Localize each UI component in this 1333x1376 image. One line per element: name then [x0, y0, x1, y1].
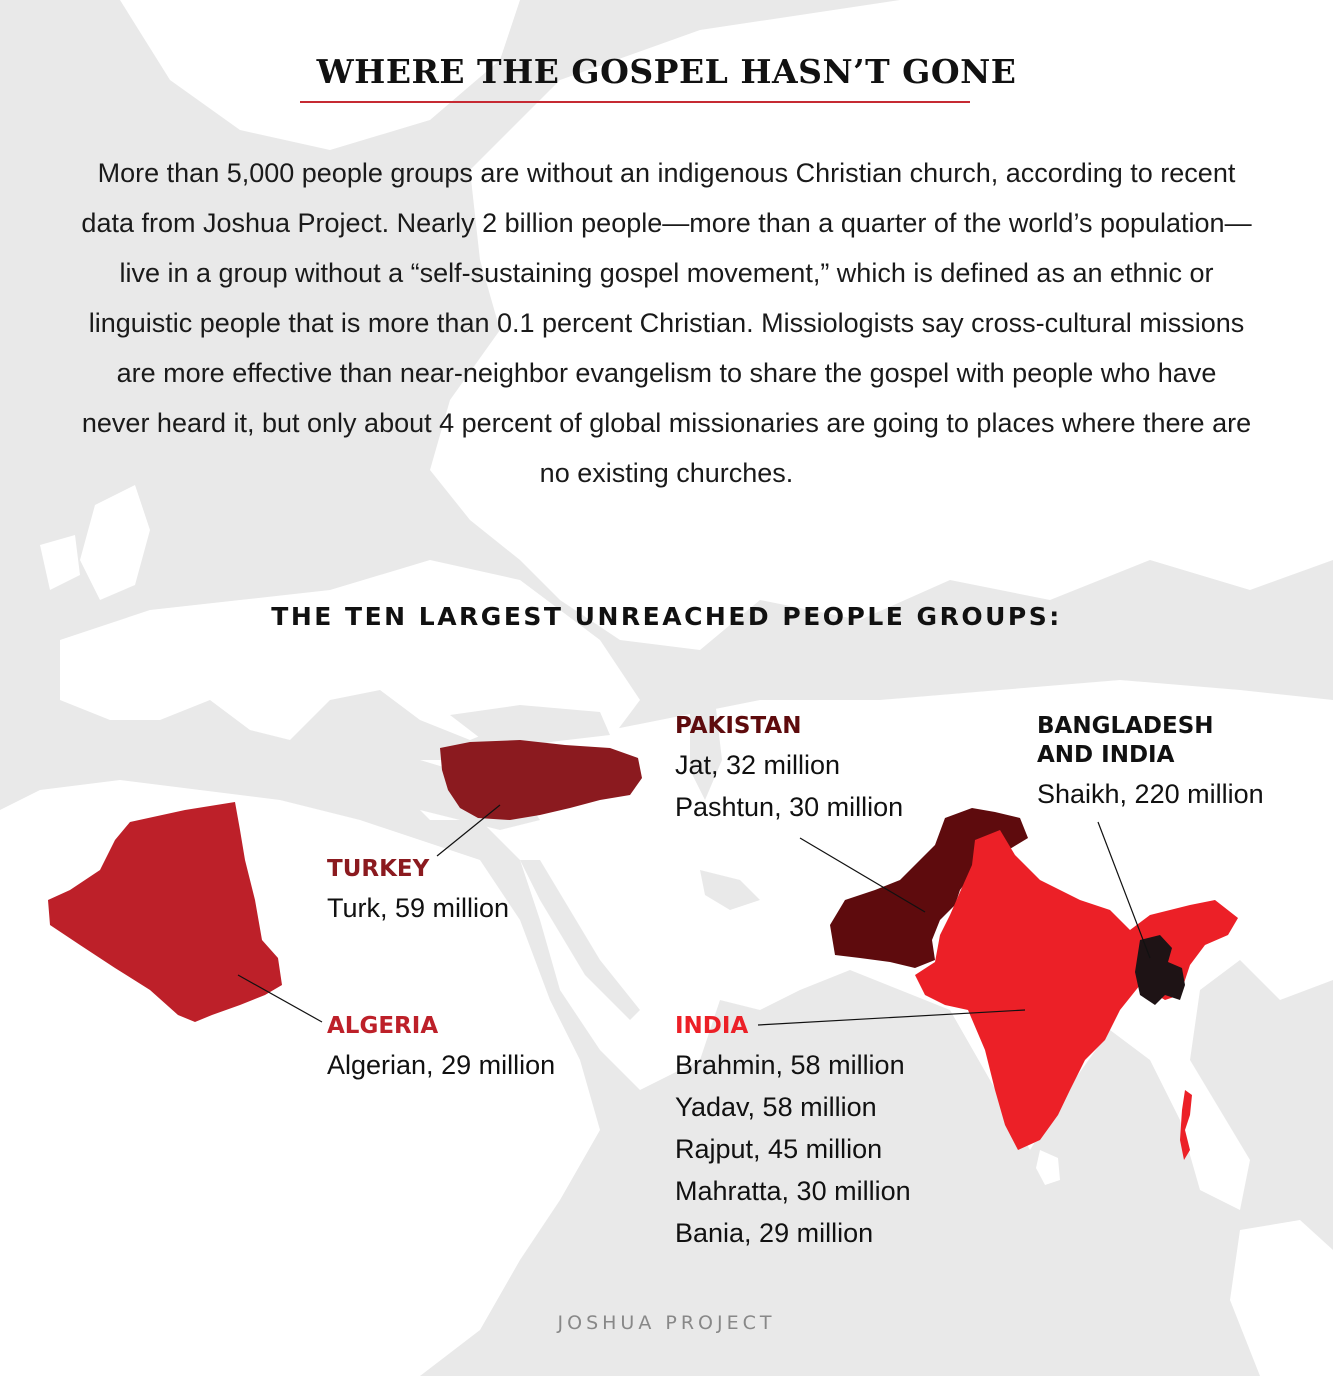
- region-name: BANGLADESH AND INDIA: [1037, 713, 1214, 768]
- label-india: [675, 1012, 911, 1254]
- group-item: Pashtun, 30 million: [675, 792, 904, 822]
- region-name: TURKEY: [327, 856, 430, 882]
- group-item: Mahratta, 30 million: [675, 1176, 911, 1206]
- group-item: Brahmin, 58 million: [675, 1050, 905, 1080]
- group-item: Bania, 29 million: [675, 1218, 874, 1248]
- label-algeria: [327, 1012, 555, 1086]
- group-item: Turk, 59 million: [327, 893, 510, 923]
- region-name: ALGERIA: [327, 1013, 439, 1039]
- land-ireland: [40, 535, 80, 590]
- group-item: Shaikh, 220 million: [1037, 779, 1264, 809]
- region-name: PAKISTAN: [675, 713, 802, 739]
- group-item: Yadav, 58 million: [675, 1092, 877, 1122]
- intro-paragraph: More than 5,000 people groups are without an indigenous Christian church, according to recent data from Joshua Project. Nearly 2 billion people—more than a quarter of the world’s population—live in a group without a “self-sustaining gospel movement,” which is defined as an ethnic or linguistic people that is more than 0.1 percent Christian. Missiologists say cross-cultural missions are more effective than near-neighbor evangelism to share the gospel with people who have never heard it, but only about 4 percent of global missionaries are going to places where there are no existing churches.: [81, 158, 1252, 488]
- label-turkey: [327, 855, 509, 929]
- land-se-asia: [1230, 1220, 1333, 1376]
- group-item: Algerian, 29 million: [327, 1050, 556, 1080]
- label-pakistan: [675, 712, 903, 828]
- land-sri-lanka: [1036, 1150, 1060, 1185]
- label-bangladesh-india: [1037, 712, 1264, 815]
- group-item: Jat, 32 million: [675, 750, 841, 780]
- source-credit: JOSHUA PROJECT: [557, 1312, 776, 1334]
- group-item: Rajput, 45 million: [675, 1134, 883, 1164]
- page-title: WHERE THE GOSPEL HASN’T GONE: [316, 52, 1017, 91]
- section-heading: THE TEN LARGEST UNREACHED PEOPLE GROUPS:: [271, 602, 1062, 631]
- title-underline: [300, 101, 970, 103]
- region-name: INDIA: [675, 1013, 749, 1039]
- land-british-isles: [80, 485, 150, 600]
